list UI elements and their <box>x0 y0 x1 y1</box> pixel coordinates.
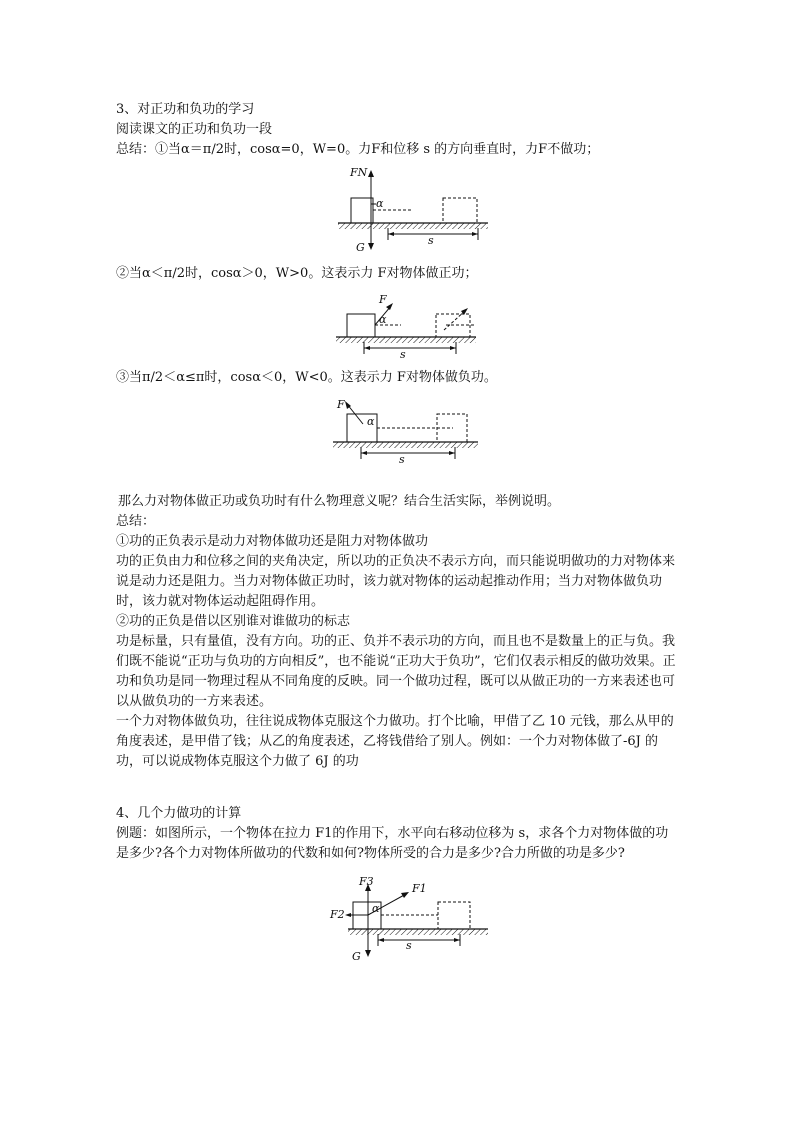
normal-force-arrow <box>368 170 374 177</box>
ground-hatch <box>338 223 488 229</box>
ground-hatch <box>348 929 488 935</box>
f3-label: F3 <box>359 875 374 888</box>
gravity-label: G <box>356 241 365 254</box>
block <box>347 314 375 337</box>
figure-acute-angle <box>336 290 486 366</box>
force-arrow <box>386 303 393 310</box>
ground-hatch <box>336 337 476 343</box>
f1-label: F1 <box>412 882 427 895</box>
example-text: 例题：如图所示，一个物体在拉力 F1的作用下，水平向右移动位移为 s，求各个力对物体做的功是多少?各个力对物体所做功的代数和如何?物体所受的合力是多少?合力所做的功是多少? <box>116 826 669 861</box>
figure-obtuse-angle <box>333 396 483 472</box>
displacement-label: s <box>428 234 434 247</box>
section3-heading: 3、对正功和负功的学习 <box>116 102 255 117</box>
case2-text: ②当α＜π/2时，cosα＞0，W>0。这表示力 F对物体做正功； <box>116 266 478 281</box>
point1-title: ①功的正负表示是动力对物体做功还是阻力对物体做功 <box>116 534 429 549</box>
point2-title: ②功的正负是借以区别谁对谁做功的标志 <box>116 614 351 629</box>
point2-body: 功是标量，只有量值，没有方向。功的正、负并不表示功的方向，而且也不是数量上的正与负。我们既不能说“正功与负功的方向相反”，也不能说“正功大于负功”，它们仅表示相反的做功效果。正功和负功是同一物理过程从不同角度的反映。同一个做功过程，既可以从做正功的一方来表述也可以从做负功的一方来表述。 <box>116 634 676 709</box>
case1-text: 总结：①当α＝π/2时，cosα=0，W=0。力F和位移 s 的方向垂直时，力F不做功； <box>116 142 600 157</box>
ground-hatch <box>333 442 478 448</box>
f2-arrow <box>345 913 351 917</box>
gravity-arrow <box>368 243 374 250</box>
block <box>351 198 373 223</box>
displacement-label: s <box>399 453 405 466</box>
summary-label: 总结： <box>116 514 156 529</box>
section3-subheading: 阅读课文的正功和负功一段 <box>116 122 273 137</box>
point1-body: 功的正负由力和位移之间的夹角决定，所以功的正负决不表示方向，而只能说明做功的力对物体来说是动力还是阻力。当力对物体做正功时，该力就对物体的运动起推动作用；当力对物体做负功时，该力就对物体运动起阻碍作用。 <box>116 554 676 609</box>
figure-multiple-forces <box>328 872 498 971</box>
f2-label: F2 <box>330 908 345 921</box>
case3-text: ③当π/2＜α≤π时，cosα＜0，W<0。这表示力 F对物体做负功。 <box>116 370 497 385</box>
angle-label: α <box>372 902 380 915</box>
force-label: F <box>337 398 345 411</box>
block-ghost <box>438 902 470 929</box>
gravity-label: G <box>352 950 361 963</box>
f1-arrow <box>401 892 409 898</box>
angle-label: α <box>367 415 375 428</box>
question-text: 那么力对物体做正功或负功时有什么物理意义呢？结合生活实际，举例说明。 <box>118 494 561 509</box>
displacement-label: s <box>400 348 406 361</box>
figure-perpendicular <box>338 162 498 261</box>
normal-force-label: FN <box>350 166 368 179</box>
force-label: F <box>379 293 387 306</box>
displacement-label: s <box>406 939 412 952</box>
point2-extra: 一个力对物体做负功，往往说成物体克服这个力做功。打个比喻，甲借了乙 10 元钱，那么从甲的角度表述，是甲借了钱；从乙的角度表述，乙将钱借给了别人。例如：一个力对物体做了-6J 的功，可以说成物体克服这个力做了 6J 的功 <box>116 714 674 769</box>
gravity-arrow <box>365 950 371 957</box>
block-ghost <box>443 198 477 223</box>
angle-label: α <box>376 197 384 210</box>
angle-label: α <box>379 313 387 326</box>
section4-heading: 4、几个力做功的计算 <box>116 806 242 821</box>
